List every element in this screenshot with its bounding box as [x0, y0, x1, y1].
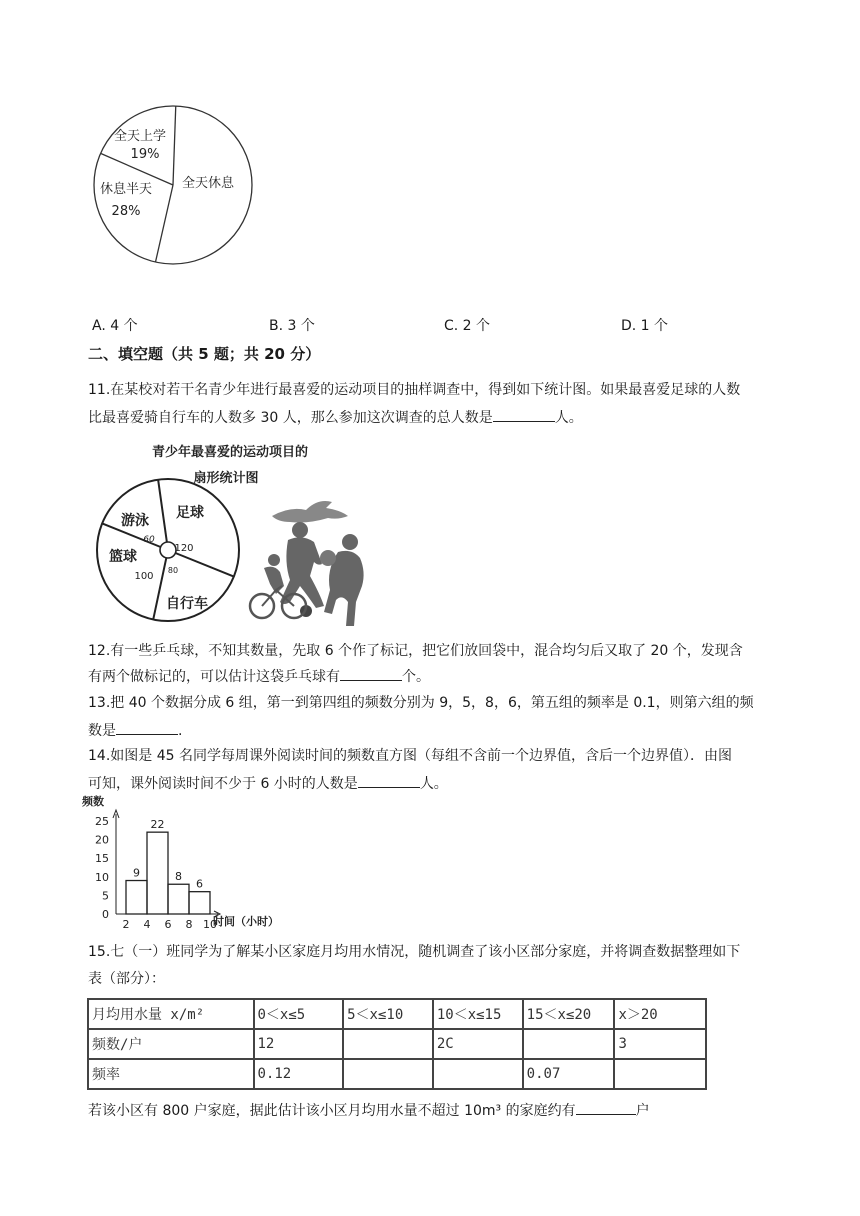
sports-pie-divider-2: [175, 553, 233, 577]
q15-line2: 表（部分）：: [88, 971, 165, 987]
q13-line2-end: .: [178, 723, 183, 739]
pie1-divider-1: [173, 106, 176, 185]
pie1-pct-halfday: 28%: [111, 204, 141, 219]
sports-pie-label-basketball: 篮球: [109, 549, 137, 565]
sports-pie-divider-1: [158, 480, 167, 542]
table-cell-range-1: 0＜x≤5: [254, 999, 344, 1029]
histogram-y-tick: 20: [95, 833, 109, 847]
water-usage-table: [87, 998, 707, 1090]
table-cell-rate-5: [614, 1059, 706, 1089]
histogram-bar: [189, 892, 210, 914]
q14-line2-text: 可知，课外阅读时间不少于 6 小时的人数是: [88, 776, 358, 792]
histogram-value-label: 9: [133, 866, 140, 880]
histogram-value-label: 6: [196, 877, 203, 891]
q13-line1: 13.把 40 个数据分成 6 组，第一到第四组的频数分别为 9，5，8，6，第五组的频率是 0.1，则第六组的频: [88, 695, 754, 711]
table-row: [88, 999, 706, 1029]
pie1-label-fullrest: 全天休息: [181, 176, 235, 191]
histogram-y-tick: 10: [95, 870, 109, 884]
swimmer-silhouette: [272, 501, 348, 523]
histogram-value-label: 22: [150, 818, 165, 832]
histogram-x-title: 时间（小时）: [213, 915, 279, 928]
histogram-y-title: 频数: [82, 795, 104, 808]
histogram-x-tick: 6: [164, 918, 172, 930]
q11-line2: [88, 407, 583, 428]
table-cell-freq-1: 12: [254, 1029, 344, 1059]
table-cell-rate-4: 0.07: [523, 1059, 615, 1089]
histogram-bar: [168, 884, 189, 914]
choice-c[interactable]: C. 2 个: [444, 318, 491, 334]
table-cell-rate-label: 频率: [88, 1059, 254, 1089]
histogram-x-tick: 4: [143, 918, 151, 930]
histogram-y-ticks: [95, 815, 109, 921]
reading-time-histogram: [78, 792, 308, 930]
pie1-label-school: 全天上学: [113, 129, 167, 144]
athletes-illustration: [250, 501, 364, 626]
cyclist-head: [268, 554, 280, 566]
q12-answer-blank[interactable]: [340, 666, 402, 681]
choice-a[interactable]: A. 4 个: [92, 318, 138, 334]
histogram-bar: [147, 832, 168, 914]
basketballer-head: [342, 534, 358, 550]
sports-pie-title-1: 青少年最喜爱的运动项目的: [151, 445, 309, 460]
table-cell-range-4: 15＜x≤20: [523, 999, 615, 1029]
q13-line2-text: 数是: [88, 723, 116, 739]
q11-answer-blank[interactable]: [493, 407, 555, 422]
sports-pie-angle-bike: 80: [167, 566, 179, 575]
table-cell-freq-4: [523, 1029, 615, 1059]
q13-line2: [88, 720, 182, 741]
q15-line1: 15.七（一）班同学为了解某小区家庭月均用水情况，随机调查了该小区部分家庭，并将调查数据整理如下: [88, 944, 741, 960]
q14-answer-blank[interactable]: [358, 773, 420, 788]
histogram-y-tick: 5: [102, 889, 109, 903]
table-cell-freq-2: [343, 1029, 433, 1059]
q14-line1: 14.如图是 45 名同学每周课外阅读时间的频数直方图（每组不含前一个边界值，含后一个边界值）．由图: [88, 748, 732, 764]
sports-pie-angle-basketball: 100: [134, 571, 154, 582]
q12-line1: 12.有一些乒乓球，不知其数量，先取 6 个作了标记，把它们放回袋中，混合均匀后又取了 20 个，发现含: [88, 643, 743, 659]
histogram-y-tick: 0: [102, 908, 109, 921]
q15-answer-blank[interactable]: [576, 1100, 636, 1115]
histogram-x-tick: 10: [203, 918, 217, 930]
q11-line2-text: 比最喜爱骑自行车的人数多 30 人，那么参加这次调查的总人数是: [88, 410, 493, 426]
histogram-value-label: 8: [175, 870, 182, 884]
sports-pie-label-bike: 自行车: [166, 596, 208, 612]
q12-line2: [88, 666, 430, 687]
q14-line2: [88, 773, 448, 794]
histogram-x-tick: 8: [185, 918, 193, 930]
pie1-label-halfday: 休息半天: [99, 182, 153, 197]
section-title: 二、填空题（共 5 题；共 20 分）: [88, 345, 321, 363]
table-cell-freq-5: 3: [614, 1029, 706, 1059]
table-cell-range-5: x＞20: [614, 999, 706, 1029]
choice-b[interactable]: B. 3 个: [269, 318, 315, 334]
table-row: [88, 1029, 706, 1059]
table-cell-rate-3: [433, 1059, 523, 1089]
q15-last-text: 若该小区有 800 户家庭，据此估计该小区月均用水量不超过 10m³ 的家庭约有: [88, 1103, 576, 1119]
pie1-divider-3: [155, 185, 173, 262]
sports-pie-label-football: 足球: [176, 505, 204, 521]
sports-pie-divider-3: [153, 558, 166, 620]
table-cell-rate-2: [343, 1059, 433, 1089]
table-cell-rate-1: 0.12: [254, 1059, 344, 1089]
q11-line2-end: 人。: [554, 410, 583, 426]
q13-answer-blank[interactable]: [116, 720, 178, 735]
choice-d[interactable]: D. 1 个: [621, 318, 669, 334]
pie1-pct-school: 19%: [130, 147, 160, 162]
table-cell-header-label: 月均用水量 x/m²: [88, 999, 254, 1029]
table-cell-freq-label: 频数/户: [88, 1029, 254, 1059]
sports-pie-figure: [88, 436, 378, 626]
histogram-y-tick: 25: [95, 815, 109, 828]
q15-last-end: 户: [635, 1103, 650, 1119]
footballer-head: [292, 522, 308, 538]
table-cell-freq-3: 2C: [433, 1029, 523, 1059]
histogram-y-tick: 15: [95, 852, 109, 866]
table-cell-range-2: 5＜x≤10: [343, 999, 433, 1029]
q12-line2-text: 有两个做标记的，可以估计这袋乒乓球有: [88, 669, 340, 685]
sports-pie-angle-swim: 60: [143, 535, 155, 545]
sports-pie-label-swim: 游泳: [121, 513, 149, 529]
q11-line1: 11.在某校对若干名青少年进行最喜爱的运动项目的抽样调查中，得到如下统计图。如果最喜爱足球的人数: [88, 382, 741, 398]
table-row: [88, 1059, 706, 1089]
histogram-x-ticks: [123, 918, 218, 930]
cyclist-silhouette: [264, 567, 284, 594]
table-cell-range-3: 10＜x≤15: [433, 999, 523, 1029]
q15-last-line: [88, 1100, 650, 1121]
histogram-x-tick: 2: [122, 918, 130, 930]
sports-pie-angle-football: 120: [174, 543, 194, 554]
histogram-bar: [126, 881, 147, 914]
q14-line2-end: 人。: [419, 776, 448, 792]
basketball-ball: [320, 550, 336, 566]
sports-pie-title-2: 扇形统计图: [193, 471, 259, 486]
q12-line2-end: 个。: [402, 669, 430, 685]
pie-chart-rest-time: [88, 100, 268, 270]
